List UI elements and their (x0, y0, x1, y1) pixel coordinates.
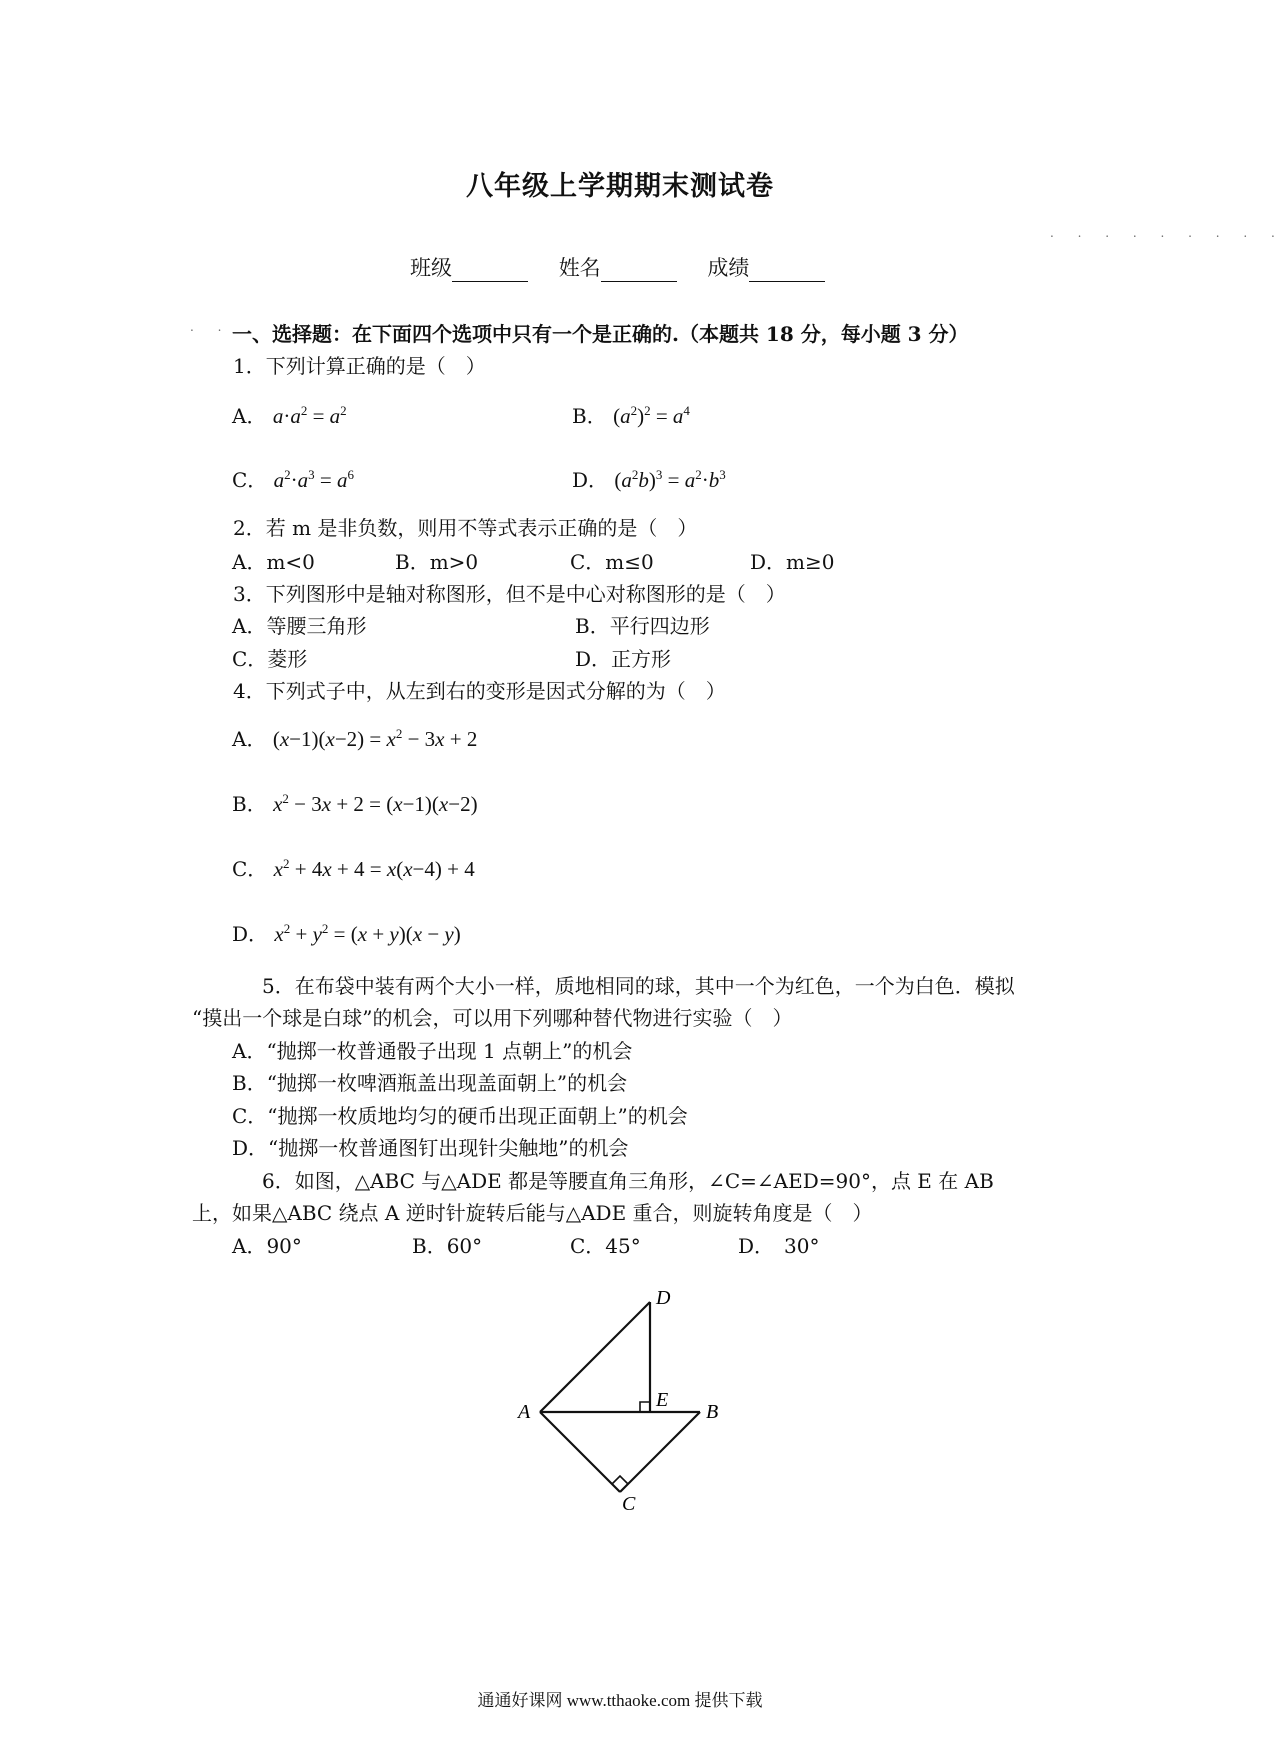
q1-option-c: C． $a^2\cdot a^3 = a^6$ (232, 467, 355, 492)
segment-ad (540, 1302, 650, 1412)
class-blank (452, 263, 528, 282)
right-angle-mark-e (640, 1402, 650, 1412)
score-blank (749, 263, 825, 282)
q6-stem-line2: 上，如果△ABC 绕点 A 逆时针旋转后能与△ADE 重合，则旋转角度是（ ） (192, 1201, 873, 1225)
q5-option-c: C．“抛掷一枚质地均匀的硬币出现正面朝上”的机会 (232, 1104, 688, 1128)
score-label: 成绩 (707, 256, 750, 280)
q5-option-d: D．“抛掷一枚普通图钉出现针尖触地”的机会 (232, 1136, 629, 1160)
segment-ac (540, 1412, 620, 1492)
right-angle-mark-c (612, 1476, 628, 1484)
q1-option-b: B． $(a^2)^2 = a^4$ (572, 403, 690, 428)
label-d: D (656, 1287, 671, 1309)
q1-option-a: A． $a\cdot a^2 = a^2$ (232, 403, 347, 428)
q3-option-c: C．菱形 (232, 647, 308, 671)
name-blank (601, 263, 677, 282)
name-label: 姓名 (558, 256, 601, 280)
q3-option-d: D．正方形 (575, 647, 672, 671)
label-b: B (706, 1401, 719, 1423)
q4-option-c: C． $x^2 + 4x + 4 = x(x-4) + 4$ (232, 856, 475, 881)
label-a: A (518, 1401, 531, 1423)
q2-stem: 2．若 m 是非负数，则用不等式表示正确的是（ ） (233, 516, 698, 540)
q3-stem: 3．下列图形中是轴对称图形，但不是中心对称图形的是（ ） (233, 582, 786, 606)
q5-stem-line2: “摸出一个球是白球”的机会，可以用下列哪种替代物进行实验（ ） (192, 1006, 793, 1030)
q2-option-c: C．m≤0 (570, 550, 654, 574)
q2-option-a: A．m<0 (232, 550, 315, 574)
q6-option-b: B．60° (412, 1234, 483, 1258)
q6-stem-line1: 6．如图，△ABC 与△ADE 都是等腰直角三角形，∠C=∠AED=90°，点 E 在 AB (262, 1169, 994, 1193)
class-label: 班级 (410, 256, 452, 280)
page-title: 八年级上学期期末测试卷 (466, 171, 774, 202)
segment-bc (620, 1412, 700, 1492)
triangle-figure (500, 1280, 740, 1515)
q5-option-a: A．“抛掷一枚普通骰子出现 1 点朝上”的机会 (232, 1039, 633, 1063)
q1-option-d: D． $(a^2b)^3 = a^2\cdot b^3$ (572, 467, 726, 492)
q2-option-d: D．m≥0 (750, 550, 835, 574)
q5-stem-line1: 5．在布袋中装有两个大小一样，质地相同的球，其中一个为红色，一个为白色．模拟 (262, 974, 1015, 998)
scan-dots: . . . . . . . . . (1050, 226, 1285, 240)
q2-option-b: B．m>0 (395, 550, 479, 574)
q1-stem: 1．下列计算正确的是（ ） (233, 354, 486, 378)
label-c: C (622, 1493, 636, 1515)
section-heading: 一、选择题：在下面四个选项中只有一个是正确的.（本题共 18 分，每小题 3 分） (232, 322, 969, 346)
q6-option-d: D． 30° (738, 1234, 820, 1258)
q4-option-b: B． $x^2 - 3x + 2 = (x-1)(x-2)$ (232, 791, 478, 816)
q4-option-a: A． $(x-1)(x-2) = x^2 - 3x + 2$ (232, 726, 478, 751)
scan-dots-left: . . (190, 320, 232, 334)
footer-credit: 通通好课网 www.tthaoke.com 提供下载 (477, 1691, 763, 1710)
student-info (410, 252, 849, 282)
label-e: E (656, 1389, 669, 1411)
q3-option-b: B．平行四边形 (575, 614, 710, 638)
q3-option-a: A．等腰三角形 (232, 614, 367, 638)
q6-option-a: A．90° (232, 1234, 302, 1258)
q4-stem: 4．下列式子中，从左到右的变形是因式分解的为（ ） (233, 679, 726, 703)
q5-option-b: B．“抛掷一枚啤酒瓶盖出现盖面朝上”的机会 (232, 1071, 628, 1095)
q4-option-d: D． $x^2 + y^2 = (x + y)(x - y)$ (232, 921, 461, 946)
q6-option-c: C．45° (570, 1234, 641, 1258)
